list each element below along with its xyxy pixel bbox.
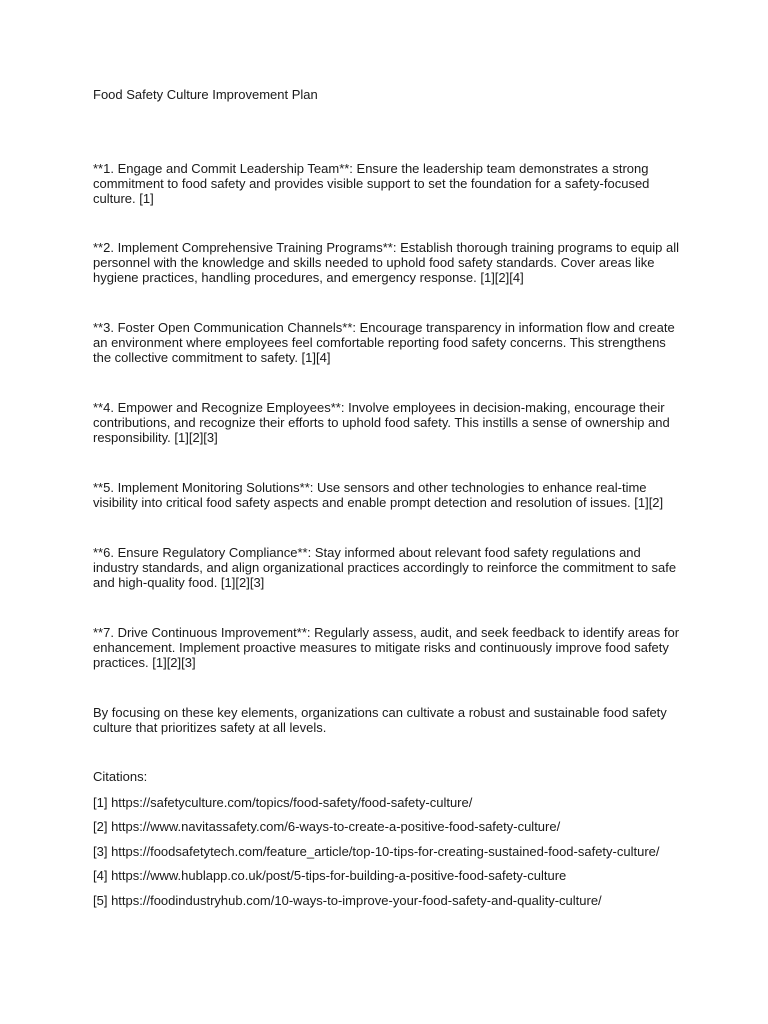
conclusion-paragraph: By focusing on these key elements, organizations can cultivate a robust and sustainable food safety culture that prioritizes safety at all levels. <box>93 705 667 735</box>
plan-item-3: **3. Foster Open Communication Channels**: Encourage transparency in information flow and create an environment where employees feel comfortable reporting food safety concerns. This strengthens the collective commitment to safety. [1][4] <box>93 320 675 365</box>
citation-2: [2] https://www.navitassafety.com/6-ways-to-create-a-positive-food-safety-culture/ <box>93 819 561 834</box>
citations-heading: Citations: <box>93 769 148 784</box>
plan-item-1: **1. Engage and Commit Leadership Team**: Ensure the leadership team demonstrates a strong commitment to food safety and provides visible support to set the foundation for a safety-focused culture. [1] <box>93 161 650 206</box>
plan-item-7: **7. Drive Continuous Improvement**: Regularly assess, audit, and seek feedback to identify areas for enhancement. Implement proactive measures to mitigate risks and continuously improve food safety practices. [1][2][3] <box>93 625 680 670</box>
plan-item-5: **5. Implement Monitoring Solutions**: Use sensors and other technologies to enhance real-time visibility into critical food safety aspects and enable prompt detection and resolution of issues. [1][2] <box>93 480 664 510</box>
citation-3: [3] https://foodsafetytech.com/feature_article/top-10-tips-for-creating-sustained-food-safety-culture/ <box>93 844 660 859</box>
citation-1: [1] https://safetyculture.com/topics/food-safety/food-safety-culture/ <box>93 795 473 810</box>
citation-4: [4] https://www.hublapp.co.uk/post/5-tips-for-building-a-positive-food-safety-culture <box>93 868 567 883</box>
document-title: Food Safety Culture Improvement Plan <box>93 87 318 102</box>
plan-item-2: **2. Implement Comprehensive Training Programs**: Establish thorough training programs to equip all personnel with the knowledge and skills needed to uphold food safety standards. Cover areas like hygiene practices, handling procedures, and emergency response. [1][2][4] <box>93 240 680 285</box>
plan-item-6: **6. Ensure Regulatory Compliance**: Stay informed about relevant food safety regulations and industry standards, and align organizational practices accordingly to reinforce the commitment to safe and high-quality food. [1][2][3] <box>93 545 677 590</box>
plan-item-4: **4. Empower and Recognize Employees**: Involve employees in decision-making, encourage their contributions, and recognize their efforts to uphold food safety. This instills a sense of ownership and responsibility. [1][2][3] <box>93 400 670 445</box>
citation-5: [5] https://foodindustryhub.com/10-ways-to-improve-your-food-safety-and-quality-culture/ <box>93 893 602 908</box>
